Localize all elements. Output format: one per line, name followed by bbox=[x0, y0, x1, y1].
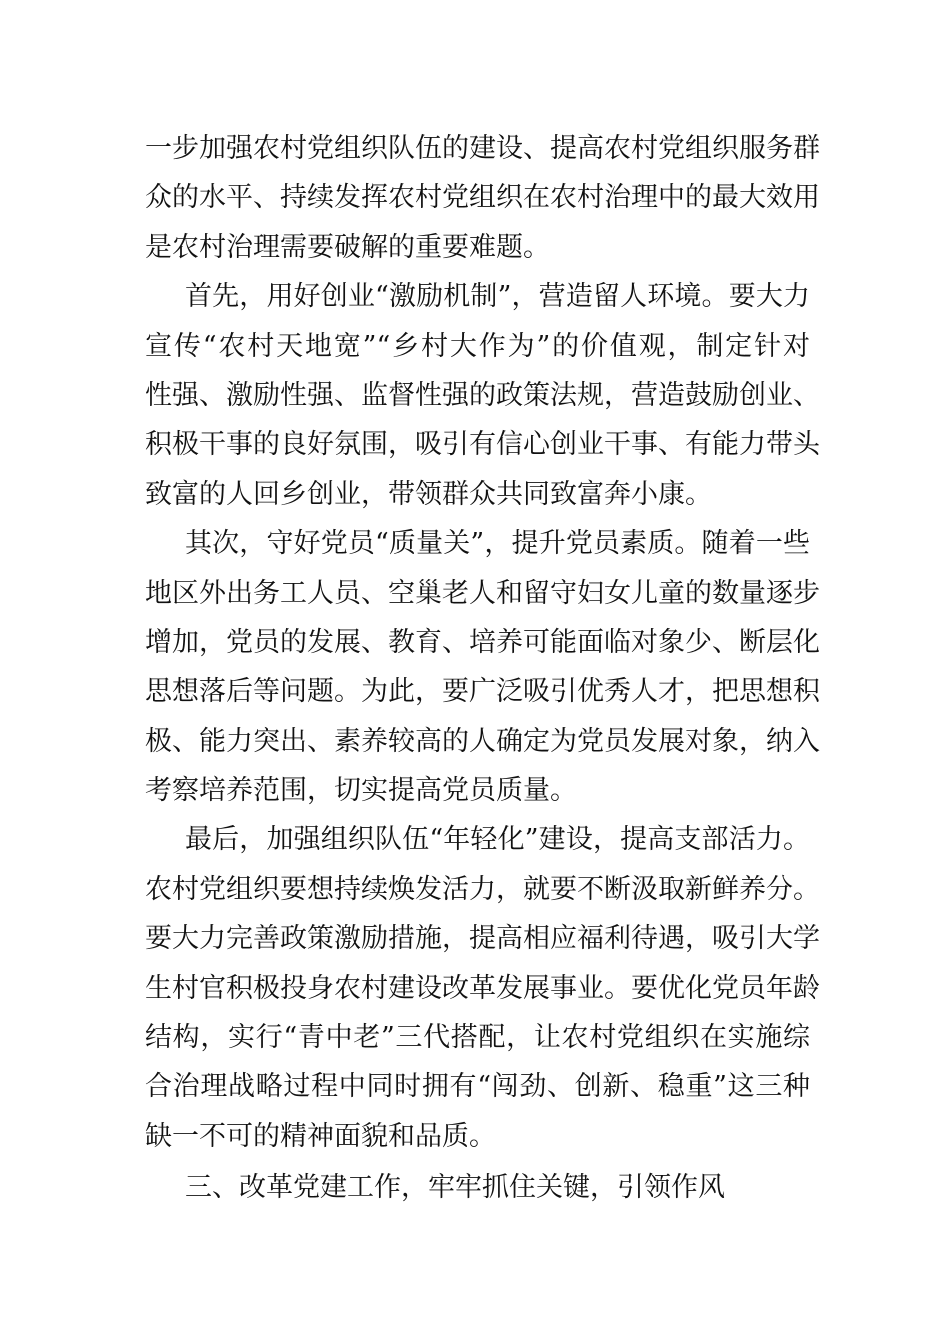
paragraph bbox=[145, 519, 820, 815]
text-line: 最后，加强组织队伍“年轻化”建设，提高支部活力。 bbox=[185, 824, 810, 856]
text-line: 要大力完善政策激励措施，提高相应福利待遇，吸引大学 bbox=[145, 923, 820, 955]
text-line: 其次，守好党员“质量关”，提升党员素质。随着一些 bbox=[185, 528, 810, 560]
paragraph bbox=[145, 815, 820, 1161]
text-line: 缺一不可的精神面貌和品质。 bbox=[145, 1120, 496, 1152]
text-line: 积极干事的良好氛围，吸引有信心创业干事、有能力带头 bbox=[145, 429, 820, 461]
text-line: 一步加强农村党组织队伍的建设、提高农村党组织服务群 bbox=[145, 133, 820, 164]
paragraph bbox=[145, 124, 820, 272]
text-line: 致富的人回乡创业，带领群众共同致富奔小康。 bbox=[145, 478, 712, 510]
text-line: 合治理战略过程中同时拥有“闯劲、创新、稳重”这三种 bbox=[145, 1071, 810, 1103]
text-line: 众的水平、持续发挥农村党组织在农村治理中的最大效用 bbox=[145, 182, 820, 214]
text-line: 增加，党员的发展、教育、培养可能面临对象少、断层化 bbox=[145, 626, 820, 658]
text-line: 宣传“农村天地宽”“乡村大作为”的价值观，制定针对 bbox=[145, 330, 810, 362]
text-line: 是农村治理需要破解的重要难题。 bbox=[145, 231, 550, 263]
text-line: 性强、激励性强、监督性强的政策法规，营造鼓励创业、 bbox=[145, 379, 820, 411]
text-line: 思想落后等问题。为此，要广泛吸引优秀人才，把思想积 bbox=[145, 676, 820, 708]
section-heading bbox=[145, 1163, 810, 1212]
text-line: 极、能力突出、素养较高的人确定为党员发展对象，纳入 bbox=[145, 725, 820, 757]
document-body bbox=[145, 124, 820, 1213]
text-line: 首先，用好创业“激励机制”，营造留人环境。要大力 bbox=[185, 281, 810, 313]
text-line: 考察培养范围，切实提高党员质量。 bbox=[145, 775, 577, 807]
paragraph bbox=[145, 272, 820, 519]
text-line: 三、改革党建工作，牢牢抓住关键，引领作风 bbox=[185, 1172, 725, 1204]
text-line: 结构，实行“青中老”三代搭配，让农村党组织在实施综 bbox=[145, 1022, 810, 1054]
text-line: 生村官积极投身农村建设改革发展事业。要优化党员年龄 bbox=[145, 972, 820, 1004]
text-line: 地区外出务工人员、空巢老人和留守妇女儿童的数量逐步 bbox=[145, 577, 820, 609]
text-line: 农村党组织要想持续焕发活力，就要不断汲取新鲜养分。 bbox=[145, 873, 820, 905]
